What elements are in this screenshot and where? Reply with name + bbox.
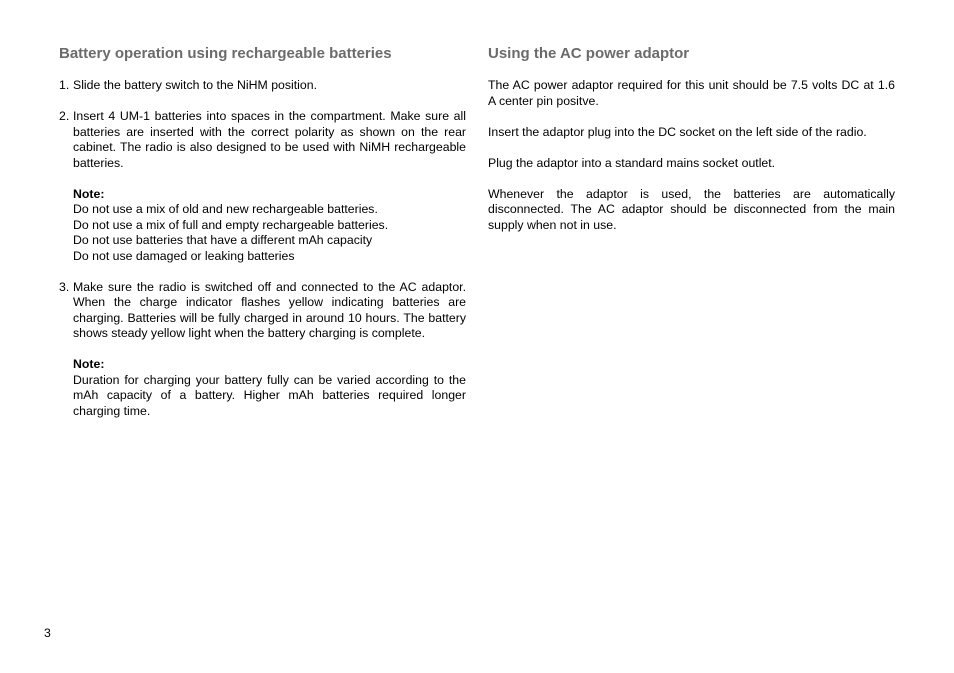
note-line: Do not use batteries that have a different mAh capacity — [73, 233, 373, 247]
section-heading-ac-adaptor: Using the AC power adaptor — [488, 45, 690, 62]
spacer — [59, 94, 466, 110]
note-line: Do not use a mix of old and new rechargeable batteries. — [73, 202, 378, 216]
right-column — [488, 44, 895, 233]
section-heading-battery: Battery operation using rechargeable batteries — [59, 45, 392, 62]
step-1-number: 1. — [59, 78, 70, 92]
note-line: Do not use a mix of full and empty rechargeable batteries. — [73, 217, 389, 232]
spacer — [488, 109, 895, 125]
paragraph-mains-socket: Plug the adaptor into a standard mains socket outlet. — [488, 155, 776, 170]
spacer — [488, 171, 895, 187]
note-charging-duration — [73, 357, 466, 419]
spacer — [59, 342, 466, 358]
step-2-number: 2. — [59, 109, 70, 123]
paragraph-batteries-disconnected: Whenever the adaptor is used, the batteries are automatically disconnected. The AC adaptor should be disconnected from the main supply when not in use. — [488, 186, 895, 232]
step-3-number: 3. — [59, 279, 70, 294]
spacer — [488, 140, 895, 156]
spacer — [59, 171, 466, 187]
step-2 — [59, 109, 466, 171]
page-number: 3 — [44, 626, 51, 640]
step-2-text: Insert 4 UM-1 batteries into spaces in the compartment. Make sure all batteries are inserted with the correct polarity as shown on the rear cabinet. The radio is also designed to be used with NiMH rechargeable batteries. — [73, 109, 466, 170]
note-text: Duration for charging your battery fully can be varied according to the mAh capacity of a battery. Higher mAh batteries required longer charging time. — [73, 372, 466, 418]
paragraph-insert-plug: Insert the adaptor plug into the DC socket on the left side of the radio. — [488, 124, 867, 139]
spacer — [59, 264, 466, 280]
step-1 — [59, 78, 466, 94]
note-title: Note: — [73, 357, 105, 371]
paragraph-adaptor-spec: The AC power adaptor required for this unit should be 7.5 volts DC at 1.6 A center pin positve. — [488, 78, 895, 108]
step-3 — [59, 280, 466, 342]
note-battery-mixing — [73, 187, 466, 265]
step-1-text: Slide the battery switch to the NiHM position. — [73, 78, 317, 92]
note-line: Do not use damaged or leaking batteries — [73, 248, 295, 263]
note-title: Note: — [73, 186, 105, 201]
left-column — [59, 44, 466, 419]
step-3-text: Make sure the radio is switched off and connected to the AC adaptor. When the charge indicator flashes yellow indicating batteries are charging. Batteries will be fully charged in around 10 hours. The battery shows steady yellow light when the battery charging is complete. — [73, 279, 466, 340]
